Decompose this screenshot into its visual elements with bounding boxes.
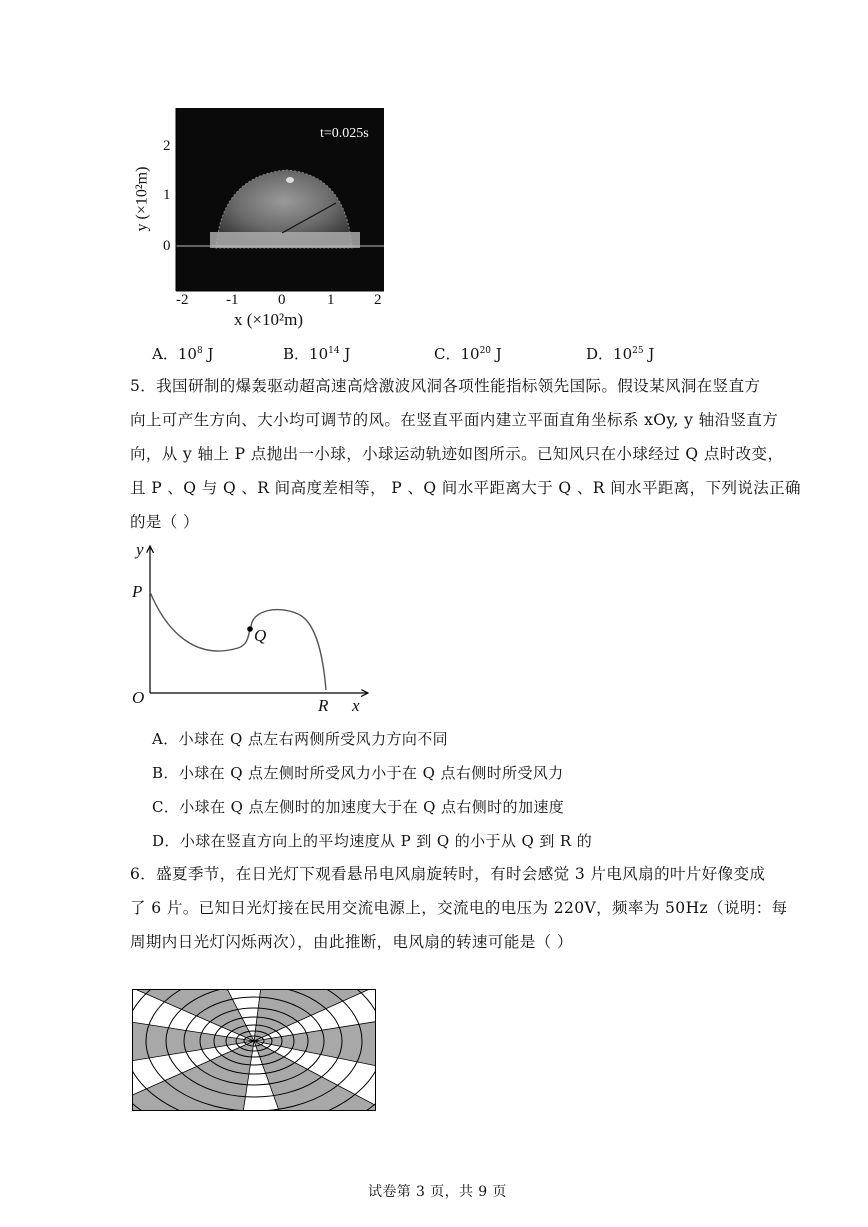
fig-label-q: Q — [254, 626, 267, 645]
y-tick-1: 1 — [163, 187, 171, 203]
fig-label-x: x — [352, 696, 360, 715]
q6-fan-figure — [132, 989, 376, 1111]
x-axis-label: x (×10²m) — [234, 310, 303, 329]
q4-option-c[interactable]: C．$10^{20}$ J — [434, 345, 502, 363]
dome-highlight — [286, 177, 294, 183]
fig-label-r: R — [318, 696, 329, 715]
y-tick-0: 0 — [163, 238, 171, 254]
x-tick-neg1: -1 — [226, 292, 239, 308]
q6-stem-line-1: 6．盛夏季节，在日光灯下观看悬吊电风扇旋转时，有时会感觉 3 片电风扇的叶片好像变成 — [130, 865, 766, 883]
q5-stem-line-3: 向，从 y 轴上 P 点抛出一小球，小球运动轨迹如图所示。已知风只在小球经过 Q 点时改变， — [130, 445, 784, 463]
fig-label-p: P — [132, 582, 143, 601]
q6-stem-line-2: 了 6 片。已知日光灯接在民用交流电源上，交流电的电压为 220V，频率为 50Hz（说明：每 — [130, 899, 788, 917]
x-tick-0: 0 — [278, 292, 286, 308]
q5-trajectory-svg — [128, 540, 378, 715]
q5-option-a[interactable]: A．小球在 Q 点左右两侧所受风力方向不同 — [152, 730, 449, 748]
time-label: t=0.025s — [320, 126, 369, 141]
q4-option-a[interactable]: A．$10^8$ J — [152, 345, 214, 363]
q5-option-d[interactable]: D．小球在竖直方向上的平均速度从 P 到 Q 的小于从 Q 到 R 的 — [152, 832, 593, 850]
fig-label-y: y — [136, 540, 144, 559]
q5-trajectory-figure — [128, 540, 378, 715]
y-axis-label: y (×10²m) — [133, 166, 151, 232]
page-footer: 试卷第 3 页，共 9 页 — [368, 1184, 507, 1200]
q5-option-b[interactable]: B．小球在 Q 点左侧时所受风力小于在 Q 点右侧时所受风力 — [152, 764, 564, 782]
q5-stem-line-5: 的是（ ） — [130, 513, 199, 531]
q6-fan-svg — [132, 989, 376, 1111]
x-tick-neg2: -2 — [176, 292, 189, 308]
q5-option-c[interactable]: C．小球在 Q 点左侧时的加速度大于在 Q 点右侧时的加速度 — [152, 798, 565, 816]
q6-stem-line-3: 周期内日光灯闪烁两次），由此推断，电风扇的转速可能是（ ） — [130, 933, 573, 951]
q5-stem-line-4: 且 P 、Q 与 Q 、R 间高度差相等， P 、Q 间水平距离大于 Q 、R 间水平距离，下列说法正确 — [130, 479, 801, 497]
fig-label-o: O — [132, 688, 145, 707]
y-tick-2: 2 — [163, 138, 171, 154]
x-tick-2: 2 — [374, 292, 382, 308]
point-q — [247, 626, 253, 632]
q5-stem-line-2: 向上可产生方向、大小均可调节的风。在竖直平面内建立平面直角坐标系 xOy, y 轴沿竖直方 — [130, 411, 779, 429]
x-tick-1: 1 — [327, 292, 335, 308]
q4-explosion-figure — [130, 100, 400, 340]
q4-option-d[interactable]: D．$10^{25}$ J — [586, 345, 655, 363]
q5-stem-line-1: 5．我国研制的爆轰驱动超高速高焓激波风洞各项性能指标领先国际。假设某风洞在竖直方 — [130, 377, 761, 395]
q4-option-b[interactable]: B．$10^{14}$ J — [283, 345, 351, 363]
trajectory-curve — [150, 592, 326, 690]
